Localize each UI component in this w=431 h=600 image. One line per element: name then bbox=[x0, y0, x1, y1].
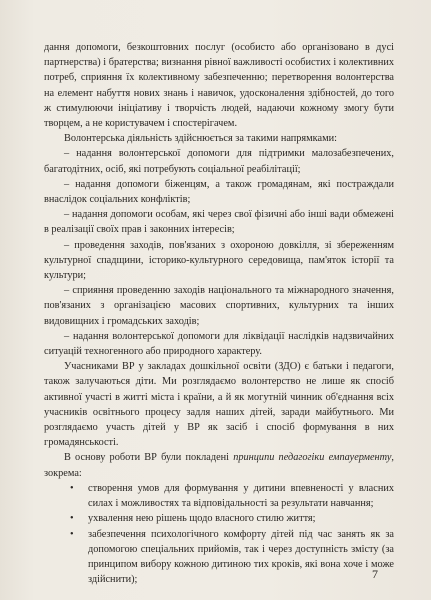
paragraph: – надання волонтерської допомоги для підтримки малозабезпечених, багатодітних, осіб, які потребують соціальної реабілітації; bbox=[44, 148, 394, 175]
bullet-text: забезпечення психологічного комфорту дітей під час занять як за допомогою спеціальних прийомів, так і через доступність змісту (за принципом вибору кожною дитиною тих кроків, які вона хоче і може здійснити); bbox=[88, 528, 394, 586]
paragraph: дання допомоги, безкоштовних послуг (особисто або організовано в дусі партнерства) і братерства; визнання рівної важливості особистих і колективних потреб, сприяння їх колективному забезпеченню; перетворення волонтерства на елемент набуття нових знань і навичок, удосконалення здібностей, до того ж стимулюючи ініціативу і творчість людей, надаючи кожному змогу бути творцем, а не користувачем і спостерігачем. bbox=[44, 42, 394, 130]
paragraph: – сприяння проведенню заходів національного та міжнародного значення, пов'язаних з організацією масових спортивних, культурних та інших видовищних і громадських заходів; bbox=[44, 285, 394, 327]
paragraph: – надання допомоги біженцям, а також громадянам, які постраждали внаслідок соціальних конфліктів; bbox=[44, 178, 394, 206]
paragraph-text: В основу роботи ВР були покладені bbox=[64, 452, 234, 464]
paragraph-text: , зокрема: bbox=[44, 452, 394, 479]
page-body bbox=[44, 40, 394, 587]
paragraph: Учасниками ВР у закладах дошкільної освіти (ЗДО) є батьки і педагоги, також залучаються діти. Ми розглядаємо волонтерство не лише як спосіб активної участі в житті міста і країни, а й як могутній чинник об'єднання всіх учасників освітнього процесу задля наших дітей, заради майбутнього. Ми розглядаємо участь дітей у ВР як засіб і спосіб формування в них громадянськості. bbox=[44, 361, 394, 449]
bullet-mark: • bbox=[70, 482, 74, 494]
paragraph bbox=[44, 450, 394, 480]
bullet-mark: • bbox=[70, 513, 74, 525]
bullet-text: ухвалення нею рішень щодо власного стилю життя; bbox=[88, 513, 316, 525]
bullet-mark: • bbox=[70, 528, 74, 540]
paragraph: Волонтерська діяльність здійснюється за такими напрямками: bbox=[64, 133, 337, 145]
bullet-text: створення умов для формування у дитини впевненості у власних силах і можливостях та відповідальності за результати навчання; bbox=[88, 482, 394, 510]
paragraph: – проведення заходів, пов'язаних з охороною довкілля, зі збереженням культурної спадщини, історико-культурного середовища, пам'яток історії та культури; bbox=[44, 239, 394, 282]
emphasized-term: принципи педагогіки емпауерменту bbox=[233, 452, 392, 464]
bullet-item bbox=[44, 481, 394, 511]
bullet-item bbox=[44, 511, 394, 526]
paragraph: – надання волонтерської допомоги для ліквідації наслідків надзвичайних ситуацій техногенного або природного характеру. bbox=[44, 330, 394, 358]
page-number: 7 bbox=[372, 567, 378, 581]
bullet-item bbox=[44, 527, 394, 588]
paragraph: – надання допомоги особам, які через свої фізичні або інші вади обмежені в реалізації своїх прав і законних інтересів; bbox=[44, 209, 394, 236]
